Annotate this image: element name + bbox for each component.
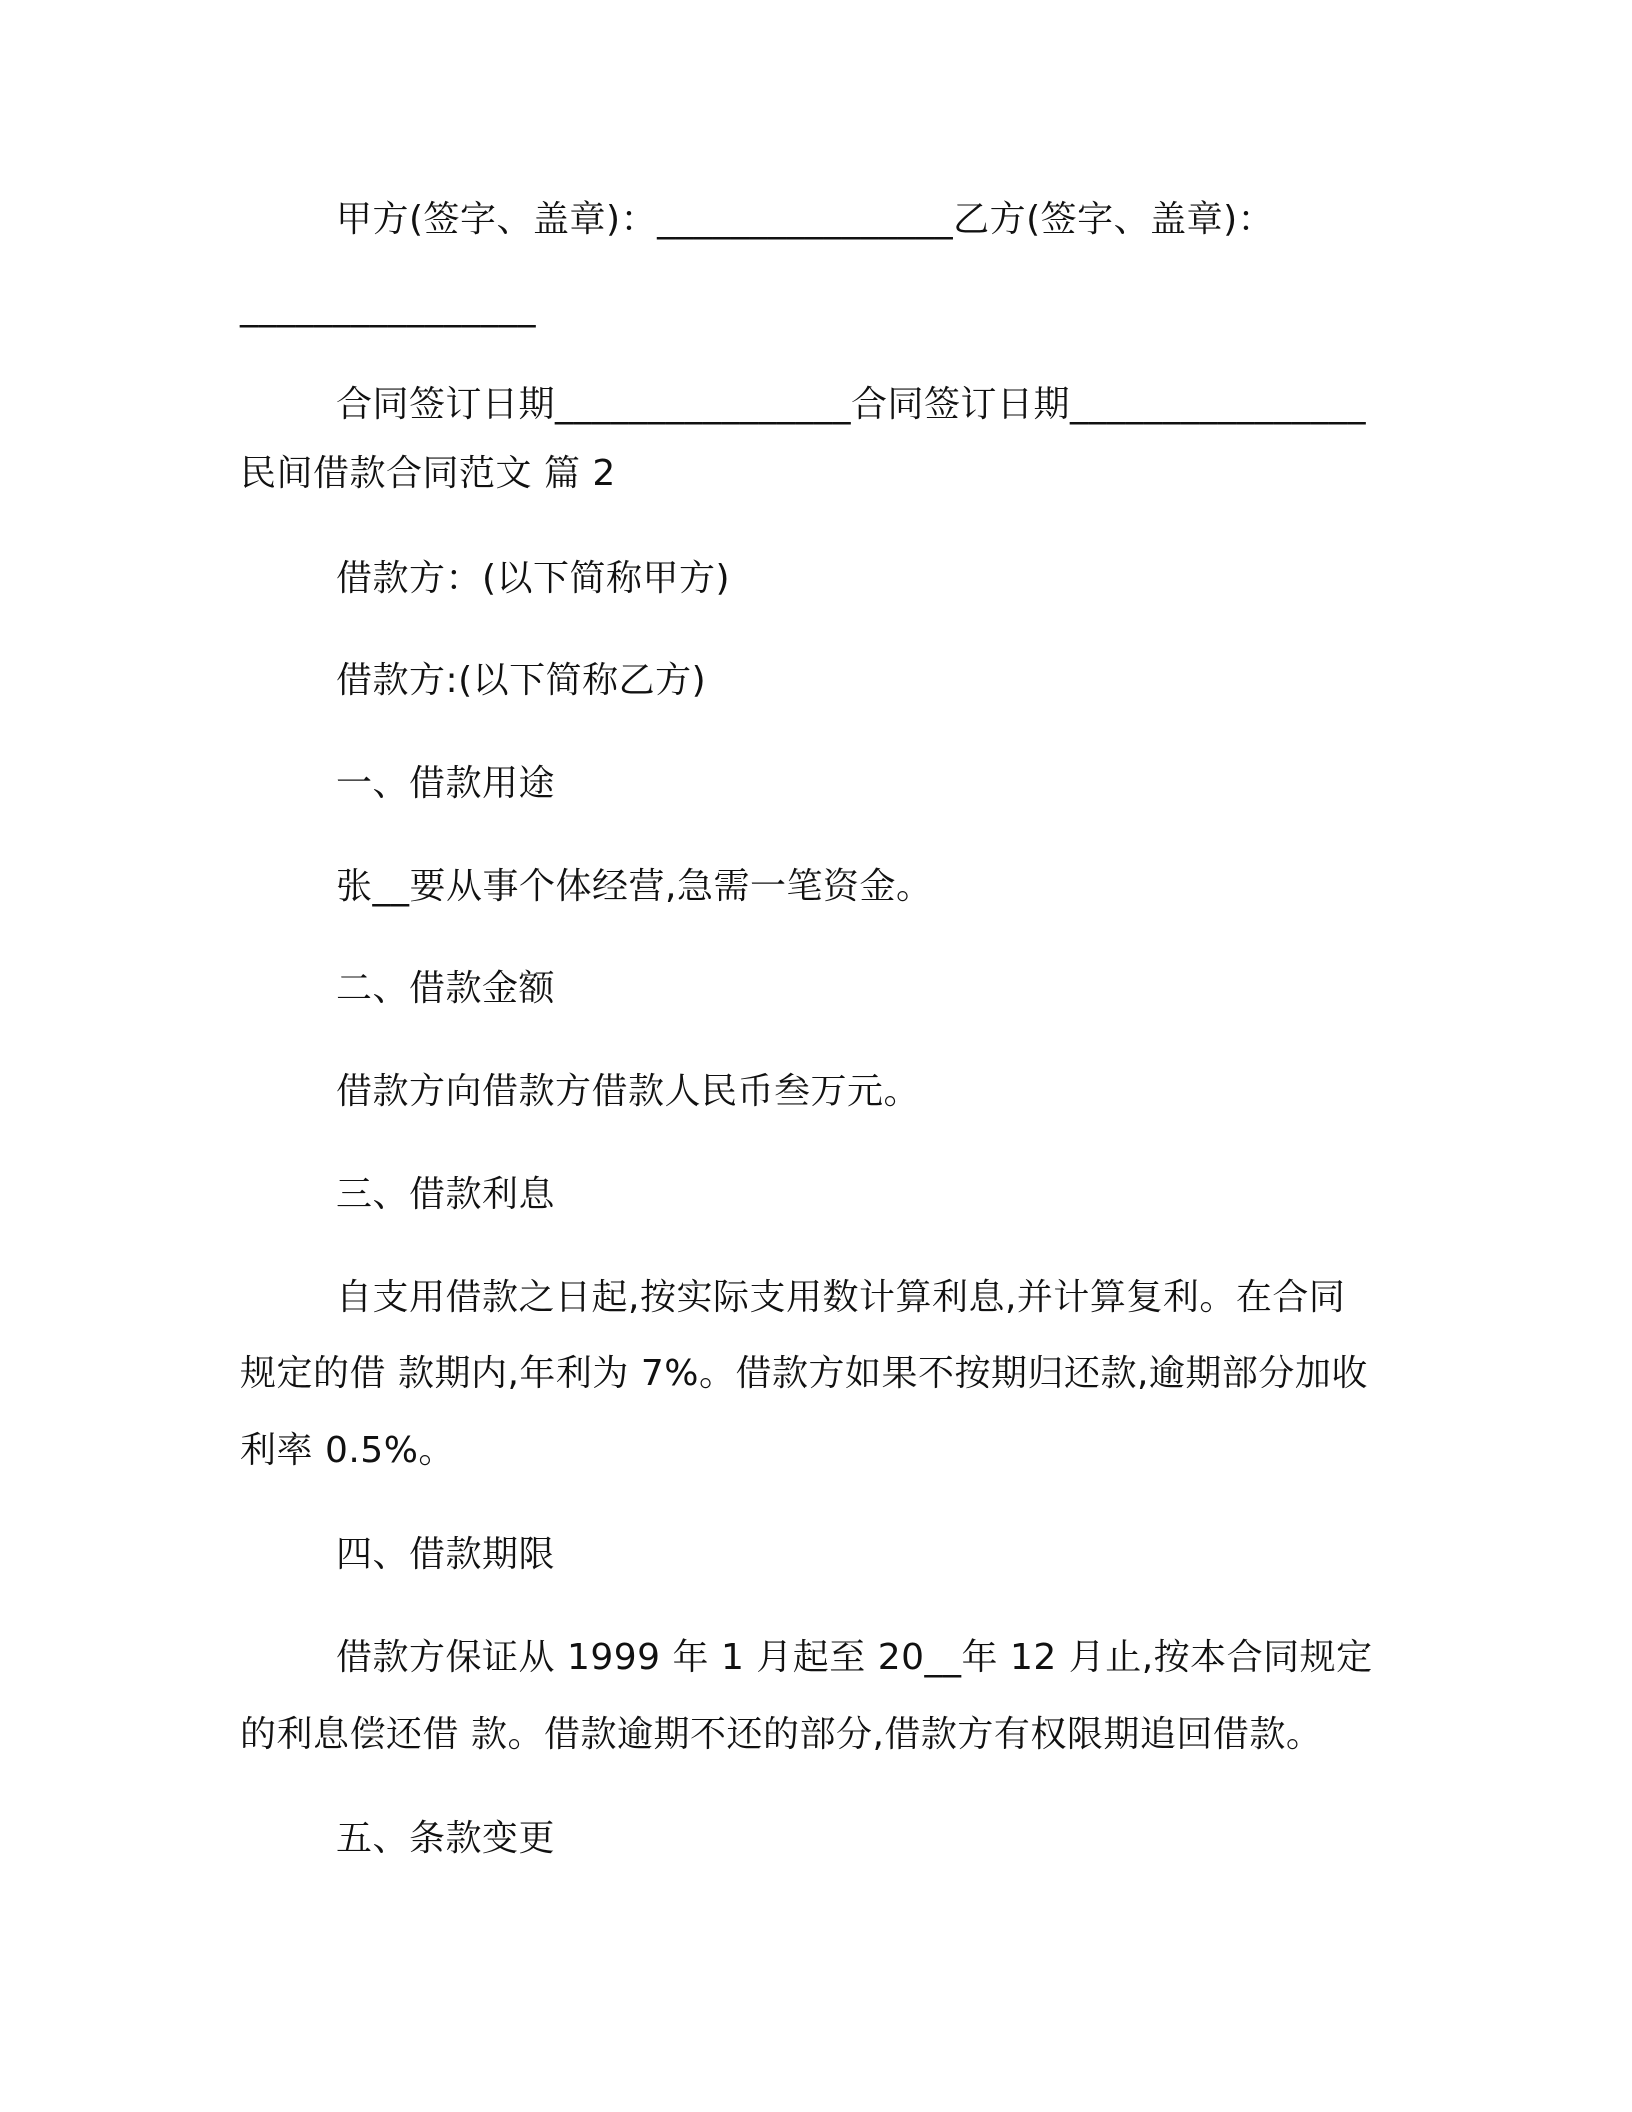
heading-amendment: 五、条款变更 bbox=[336, 1818, 556, 1859]
paragraph-purpose: 张__要从事个体经营,急需一笔资金。 bbox=[336, 866, 933, 907]
paragraph-interest-line-3: 利率 0.5%。 bbox=[240, 1430, 455, 1471]
party-a-line: 借款方：(以下简称甲方) bbox=[336, 558, 731, 599]
date-line: 合同签订日期________________合同签订日期________________ bbox=[336, 384, 1367, 425]
paragraph-interest-line-1: 自支用借款之日起,按实际支用数计算利息,并计算复利。在合同 bbox=[336, 1277, 1346, 1318]
heading-interest: 三、借款利息 bbox=[336, 1174, 556, 1215]
heading-purpose: 一、借款用途 bbox=[336, 763, 556, 804]
paragraph-interest-line-2: 规定的借 款期内,年利为 7%。借款方如果不按期归还款,逾期部分加收 bbox=[240, 1353, 1368, 1394]
heading-term: 四、借款期限 bbox=[336, 1534, 556, 1575]
signature-line: 甲方(签字、盖章)：________________乙方(签字、盖章)： bbox=[336, 199, 1275, 240]
paragraph-amount: 借款方向借款方借款人民币叁万元。 bbox=[336, 1071, 921, 1112]
signature-line-continued: ________________ bbox=[240, 287, 536, 328]
paragraph-term-line-1: 借款方保证从 1999 年 1 月起至 20__年 12 月止,按本合同规定 bbox=[336, 1637, 1373, 1678]
heading-amount: 二、借款金额 bbox=[336, 968, 556, 1009]
party-b-line: 借款方:(以下简称乙方) bbox=[336, 660, 707, 701]
paragraph-term-line-2: 的利息偿还借 款。借款逾期不还的部分,借款方有权限期追回借款。 bbox=[240, 1714, 1323, 1755]
section-title: 民间借款合同范文 篇 2 bbox=[240, 453, 616, 494]
